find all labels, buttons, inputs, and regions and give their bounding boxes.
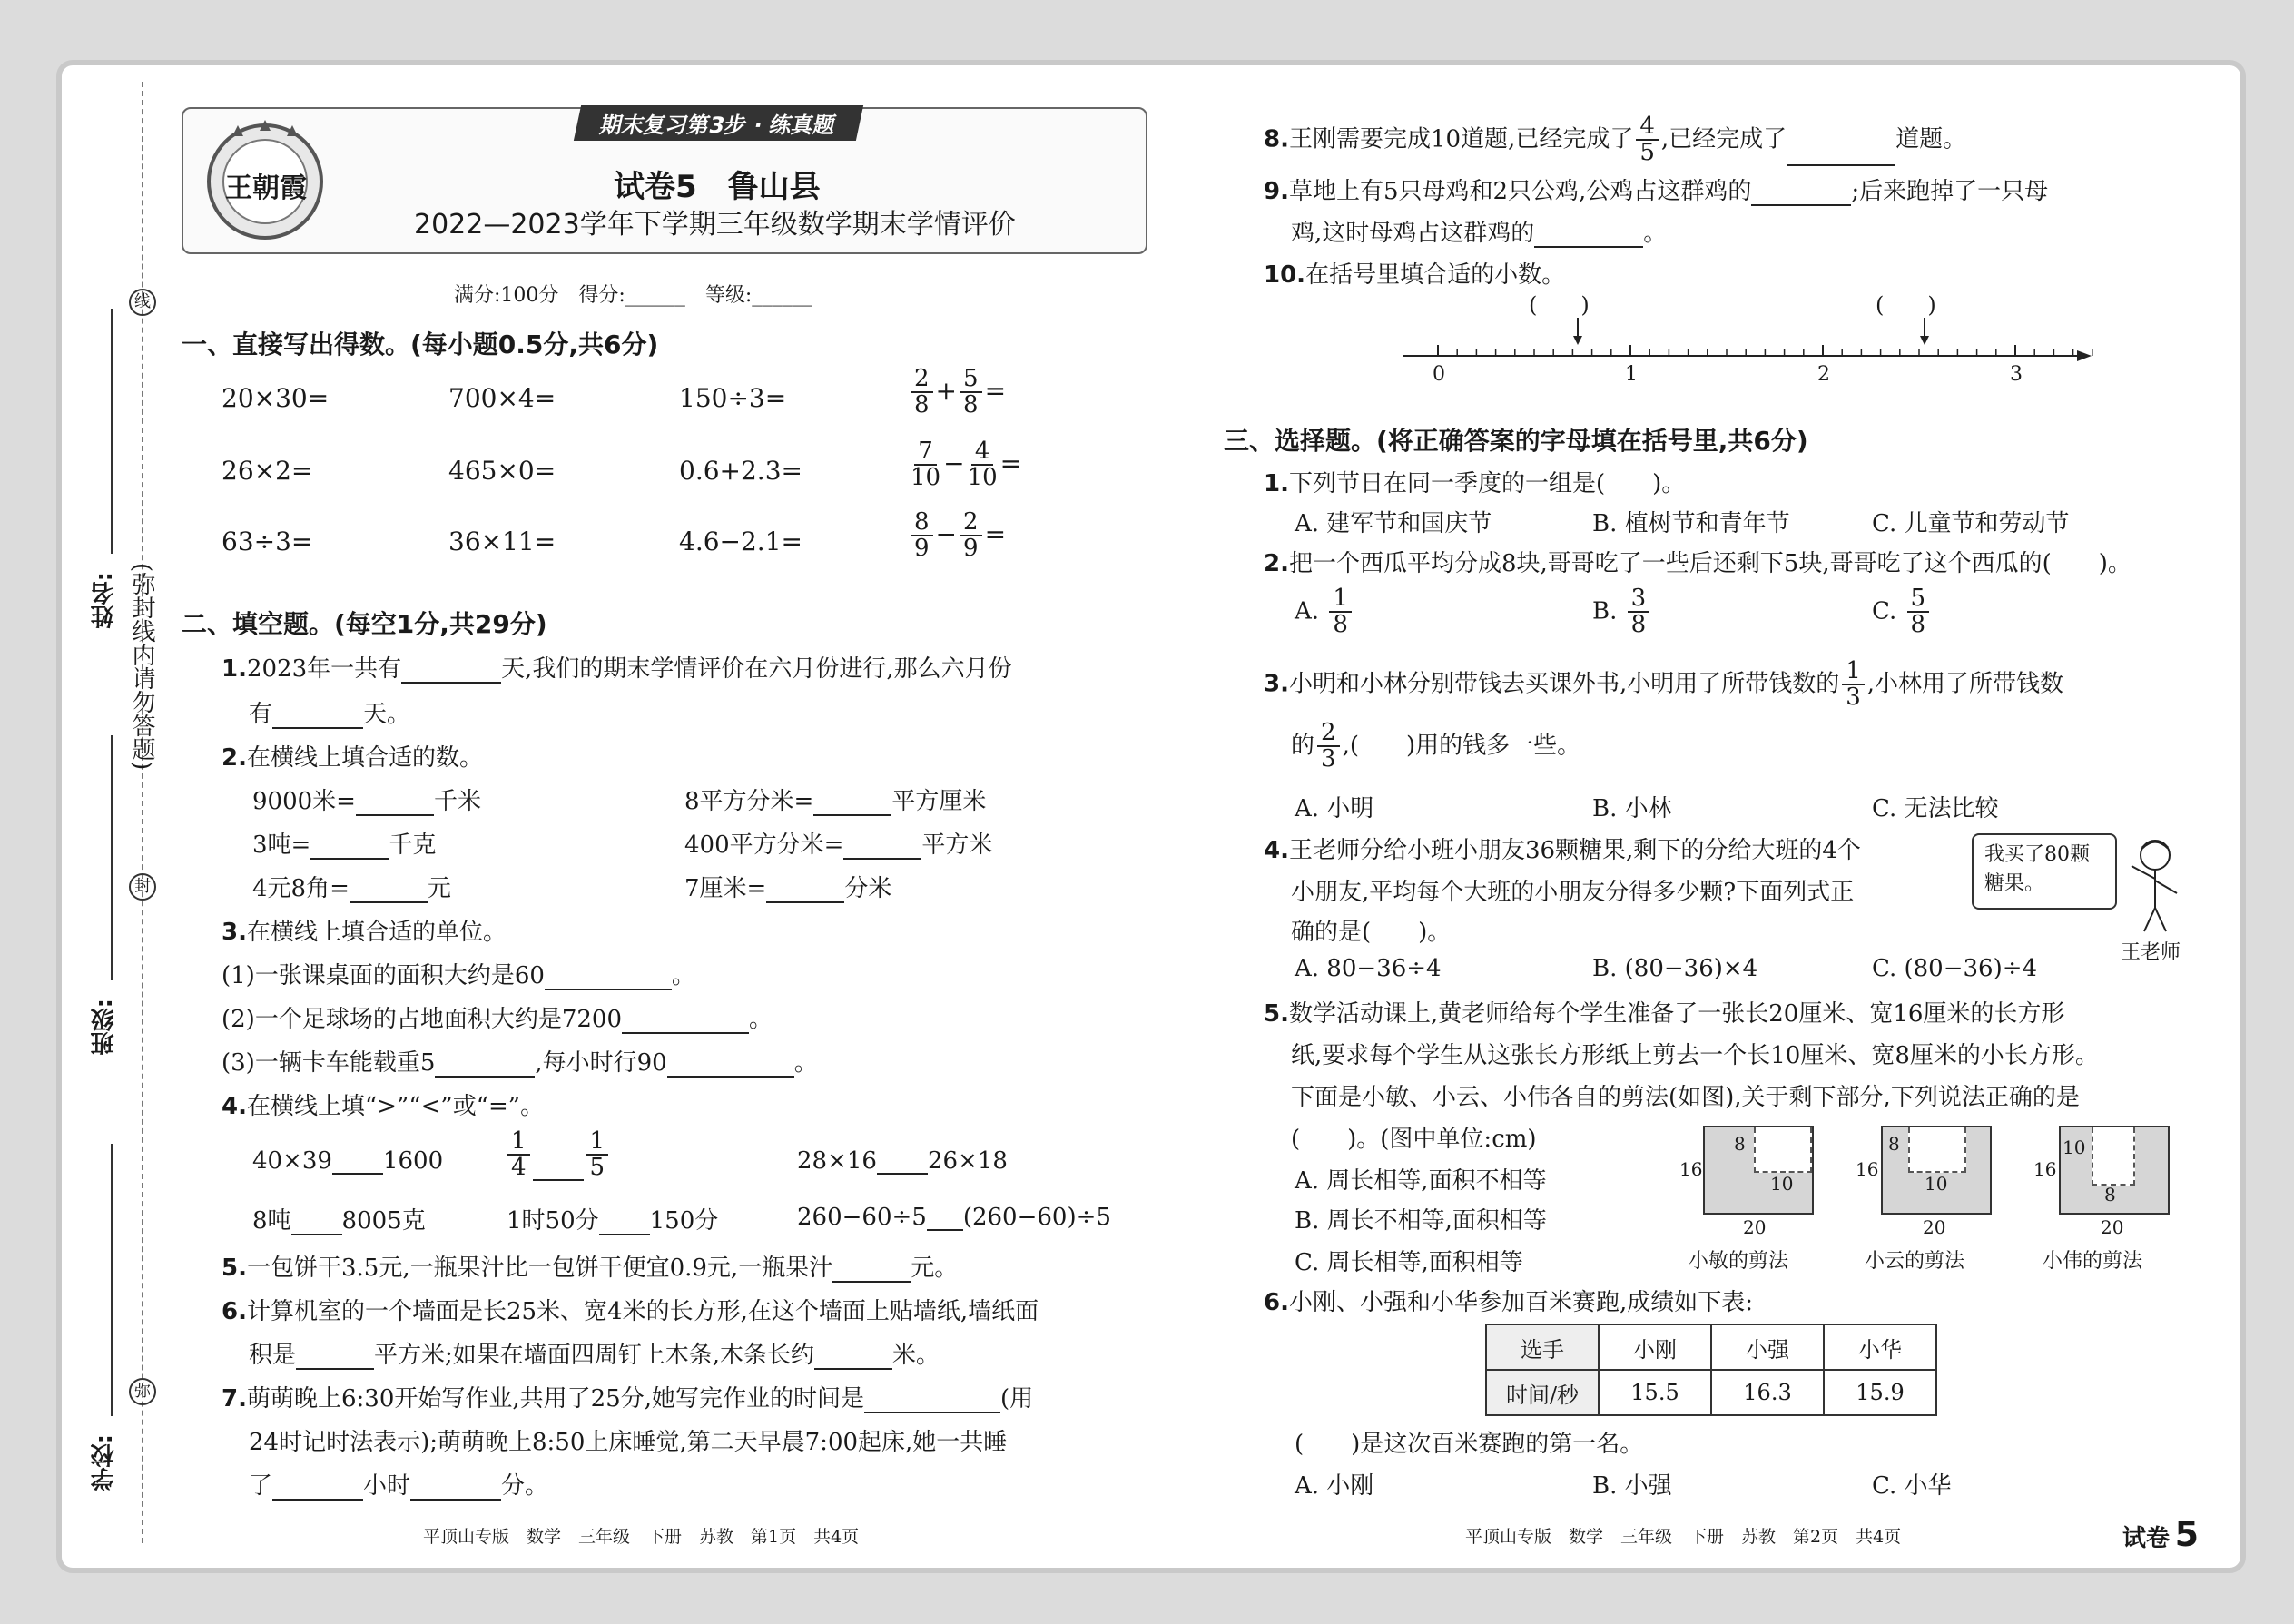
blank[interactable] xyxy=(272,700,363,729)
table-cell: 小华 xyxy=(1824,1324,1936,1370)
s3-q3-cont: 的 $\frac{2}{3}$ ,( )用的钱多一些。 xyxy=(1291,719,1581,773)
conv-3: 3吨= 千克 xyxy=(252,832,437,859)
s3-q4-cont: 小朋友,平均每个大班的小朋友分得多少颗?下面列式正 xyxy=(1291,879,1855,906)
nl-label-3: 3 xyxy=(2010,363,2023,386)
sec2-heading: 二、填空题。(每空1分,共29分) xyxy=(182,609,547,639)
calc-7: 63÷3= xyxy=(222,527,313,556)
cmp-2: 28×16 26×18 xyxy=(797,1147,1008,1175)
fig-label: 20 xyxy=(1743,1216,1767,1238)
s3-q6-b-opt[interactable]: B. 小强 xyxy=(1592,1472,1672,1500)
s3-q5-cont2: 下面是小敏、小云、小伟各自的剪法(如图),关于剩下部分,下列说法正确的是 xyxy=(1291,1084,2080,1111)
footer-left: 平顶山专版 数学 三年级 下册 苏教 第1页 共4页 xyxy=(423,1527,860,1547)
fig-label: 16 xyxy=(1679,1158,1703,1180)
fig-label: 20 xyxy=(1923,1216,1946,1238)
teacher-icon xyxy=(2122,835,2186,935)
s3-q3-a[interactable]: A. 小明 xyxy=(1295,795,1374,822)
footer-right: 平顶山专版 数学 三年级 下册 苏教 第2页 共4页 xyxy=(1465,1527,1902,1547)
s3-q2-c[interactable]: C. $\frac{5}{8}$ xyxy=(1872,586,1932,638)
logo-text: 王朝霞 xyxy=(225,172,307,204)
table-cell: 16.3 xyxy=(1711,1370,1824,1415)
exam-title: 试卷5 鲁山县 xyxy=(614,169,821,205)
nl-paren-2[interactable]: ( ) xyxy=(1876,292,1936,318)
nl-paren-1[interactable]: ( ) xyxy=(1529,292,1590,318)
s2-q6-cont: 积是 平方米;如果在墙面四周钉上木条,木条长约 米。 xyxy=(249,1342,940,1369)
calc-5: 465×0= xyxy=(448,456,556,486)
cmp-4: 1时50分 150分 xyxy=(507,1207,719,1235)
school-field[interactable] xyxy=(111,1144,113,1416)
results-table xyxy=(1485,1324,1937,1416)
s3-q5-c[interactable]: C. 周长相等,面积相等 xyxy=(1295,1249,1523,1276)
s3-q4-a[interactable]: A. 80−36÷4 xyxy=(1295,955,1442,982)
fig-label: 10 xyxy=(1770,1173,1794,1195)
margin-strip xyxy=(91,82,163,1552)
calc-9: 4.6−2.1= xyxy=(679,527,802,556)
paper-number: 试卷 5 xyxy=(2122,1514,2200,1554)
name-label: 姓名: xyxy=(91,572,118,629)
s3-q3-b[interactable]: B. 小林 xyxy=(1592,795,1672,822)
s2-q6: 6.计算机室的一个墙面是长25米、宽4米的长方形,在这个墙面上贴墙纸,墙纸面 xyxy=(222,1298,1039,1325)
sec3-heading: 三、选择题。(将正确答案的字母填在括号里,共6分) xyxy=(1224,426,1808,456)
calc-6: 0.6+2.3= xyxy=(679,456,802,486)
s3-q4: 4.王老师分给小班小朋友36颗糖果,剩下的分给大班的4个 xyxy=(1264,837,1861,864)
conv-2: 8平方分米= 平方厘米 xyxy=(684,788,987,815)
calc-3: 150÷3= xyxy=(679,383,787,413)
s2-q7: 7.萌萌晚上6:30开始写作业,共用了25分,她写完作业的时间是 (用 xyxy=(222,1385,1034,1412)
fig-label: 16 xyxy=(1856,1158,1879,1180)
s2-q8: 8.王刚需要完成10道题,已经完成了 $\frac{4}{5}$ ,已经完成了 道题。 xyxy=(1264,113,1967,167)
s3-q6-c-opt[interactable]: C. 小华 xyxy=(1872,1472,1952,1500)
speech-bubble: 我买了80颗糖果。 xyxy=(1972,833,2117,910)
calc-frac-1: $\frac{2}{8}$ + $\frac{5}{8}$ = xyxy=(908,367,1006,418)
s3-q3: 3.小明和小林分别带钱去买课外书,小明用了所带钱数的 $\frac{1}{3}$ ,小林用了所带钱数 xyxy=(1264,657,2064,712)
s2-q3-2: (2)一个足球场的占地面积大约是7200 。 xyxy=(222,1006,773,1033)
cmp-1: 40×39 1600 xyxy=(252,1147,444,1175)
fig-label: 10 xyxy=(1925,1173,1948,1195)
s3-q5: 5.数学活动课上,黄老师给每个学生准备了一张长20厘米、宽16厘米的长方形 xyxy=(1264,1000,2065,1028)
seal-feng: 封 xyxy=(129,873,156,901)
s3-q4-b[interactable]: B. (80−36)×4 xyxy=(1592,955,1758,982)
s2-q7-cont2: 了 小时 分。 xyxy=(249,1472,549,1500)
conv-5: 4元8角= 元 xyxy=(252,875,451,902)
s2-q1-cont: 有 天。 xyxy=(249,701,411,728)
s3-q1-b[interactable]: B. 植树节和青年节 xyxy=(1592,510,1790,537)
s3-q2-a[interactable]: A. $\frac{1}{8}$ xyxy=(1295,586,1354,638)
score-line: 满分:100分 得分:______ 等级:______ xyxy=(454,284,812,307)
s2-q3-1: (1)一张课桌面的面积大约是60 。 xyxy=(222,962,695,989)
calc-8: 36×11= xyxy=(448,527,556,556)
s2-q5: 5.一包饼干3.5元,一瓶果汁比一包饼干便宜0.9元,一瓶果汁 元。 xyxy=(222,1255,959,1282)
conv-4: 400平方分米= 平方米 xyxy=(684,832,993,859)
s3-q3-c[interactable]: C. 无法比较 xyxy=(1872,795,1999,822)
conv-1: 9000米= 千米 xyxy=(252,788,481,815)
fig-caption: 小敏的剪法 xyxy=(1689,1250,1789,1273)
fig-label: 10 xyxy=(2063,1137,2086,1158)
fig-caption: 小云的剪法 xyxy=(1865,1250,1965,1273)
fig-label: 16 xyxy=(2033,1158,2057,1180)
number-line xyxy=(1398,292,2097,392)
seal-notice: (弥封线内请勿答题) xyxy=(128,563,155,771)
table-cell: 时间/秒 xyxy=(1486,1370,1599,1415)
school-label: 学校: xyxy=(91,1434,118,1491)
s3-q5-cont3: ( )。(图中单位:cm) xyxy=(1291,1126,1537,1153)
conv-6: 7厘米= 分米 xyxy=(684,875,892,902)
class-label: 班级: xyxy=(91,999,118,1056)
fig-label: 8 xyxy=(1734,1133,1746,1155)
table-row xyxy=(1486,1370,1936,1415)
banner: 期末复习第3步 · 练真题 xyxy=(574,105,863,141)
calc-frac-3: $\frac{8}{9}$ − $\frac{2}{9}$ = xyxy=(908,510,1006,562)
cmp-frac: $\frac{1}{4}$ $\frac{1}{5}$ xyxy=(505,1129,611,1181)
cmp-5: 260−60÷5 (260−60)÷5 xyxy=(797,1204,1111,1231)
teacher-label: 王老师 xyxy=(2121,941,2181,964)
seal-mi: 弥 xyxy=(129,1378,156,1405)
seal-xian: 线 xyxy=(129,289,156,316)
logo xyxy=(202,116,329,243)
number-line-svg xyxy=(1398,292,2097,392)
s3-q6-b: ( )是这次百米赛跑的第一名。 xyxy=(1295,1431,1644,1458)
sec1-heading: 一、直接写出得数。(每小题0.5分,共6分) xyxy=(182,330,659,359)
s3-q2-b[interactable]: B. $\frac{3}{8}$ xyxy=(1592,586,1652,638)
calc-2: 700×4= xyxy=(448,383,556,413)
s2-q10: 10.在括号里填合适的小数。 xyxy=(1264,261,1566,289)
class-field[interactable] xyxy=(111,735,113,980)
s3-q4-c[interactable]: C. (80−36)÷4 xyxy=(1872,955,2038,982)
table-cell: 小刚 xyxy=(1599,1324,1711,1370)
s3-q1-a[interactable]: A. 建军节和国庆节 xyxy=(1295,510,1492,537)
s3-q6: 6.小刚、小强和小华参加百米赛跑,成绩如下表: xyxy=(1264,1289,1753,1316)
s3-q5-a[interactable]: A. 周长相等,面积不相等 xyxy=(1295,1167,1547,1195)
table-cell: 15.9 xyxy=(1824,1370,1936,1415)
s2-q7-cont: 24时记时法表示);萌萌晚上8:50上床睡觉,第二天早晨7:00起床,她一共睡 xyxy=(249,1429,1008,1456)
s2-q9-cont: 鸡,这时母鸡占这群鸡的 。 xyxy=(1291,220,1668,247)
table-cell: 小强 xyxy=(1711,1324,1824,1370)
s2-q4: 4.在横线上填“>”“<”或“=”。 xyxy=(222,1093,545,1120)
cmp-3: 8吨 8005克 xyxy=(252,1207,426,1235)
s3-q2: 2.把一个西瓜平均分成8块,哥哥吃了一些后还剩下5块,哥哥吃了这个西瓜的( )。 xyxy=(1264,550,2132,577)
s3-q5-cont: 纸,要求每个学生从这张长方形纸上剪去一个长10厘米、宽8厘米的小长方形。 xyxy=(1291,1042,2099,1069)
table-cell: 15.5 xyxy=(1599,1370,1711,1415)
fig-label: 8 xyxy=(1888,1133,1900,1155)
s3-q6-a-opt[interactable]: A. 小刚 xyxy=(1295,1472,1374,1500)
calc-frac-2: $\frac{7}{10}$ − $\frac{4}{10}$ = xyxy=(911,438,1022,492)
s2-q1: 1.2023年一共有 天,我们的期末学情评价在六月份进行,那么六月份 xyxy=(222,655,1012,683)
s3-q1: 1.下列节日在同一季度的一组是( )。 xyxy=(1264,470,1686,497)
s2-q3: 3.在横线上填合适的单位。 xyxy=(222,919,507,946)
s3-q1-c[interactable]: C. 儿童节和劳动节 xyxy=(1872,510,2070,537)
nl-label-2: 2 xyxy=(1817,363,1830,386)
fig-caption: 小伟的剪法 xyxy=(2043,1250,2143,1273)
s2-q9: 9.草地上有5只母鸡和2只公鸡,公鸡占这群鸡的 ;后来跑掉了一只母 xyxy=(1264,178,2049,205)
s2-q3-3: (3)一辆卡车能载重5 ,每小时行90 。 xyxy=(222,1049,818,1077)
teacher-figure xyxy=(2122,835,2186,935)
table-cell: 选手 xyxy=(1486,1324,1599,1370)
calc-1: 20×30= xyxy=(222,383,330,413)
s2-q2: 2.在横线上填合适的数。 xyxy=(222,744,483,772)
exam-subtitle: 2022—2023学年下学期三年级数学期末学情评价 xyxy=(414,209,1016,241)
fig-label: 20 xyxy=(2101,1216,2124,1238)
calc-4: 26×2= xyxy=(222,456,313,486)
blank[interactable] xyxy=(401,655,501,684)
s3-q5-b[interactable]: B. 周长不相等,面积相等 xyxy=(1295,1207,1547,1235)
fig-label: 8 xyxy=(2104,1184,2116,1206)
nl-label-0: 0 xyxy=(1433,363,1445,386)
nl-label-1: 1 xyxy=(1625,363,1638,386)
name-field[interactable] xyxy=(111,309,113,554)
s3-q4-cont2: 确的是( )。 xyxy=(1291,919,1452,946)
table-row xyxy=(1486,1324,1936,1370)
